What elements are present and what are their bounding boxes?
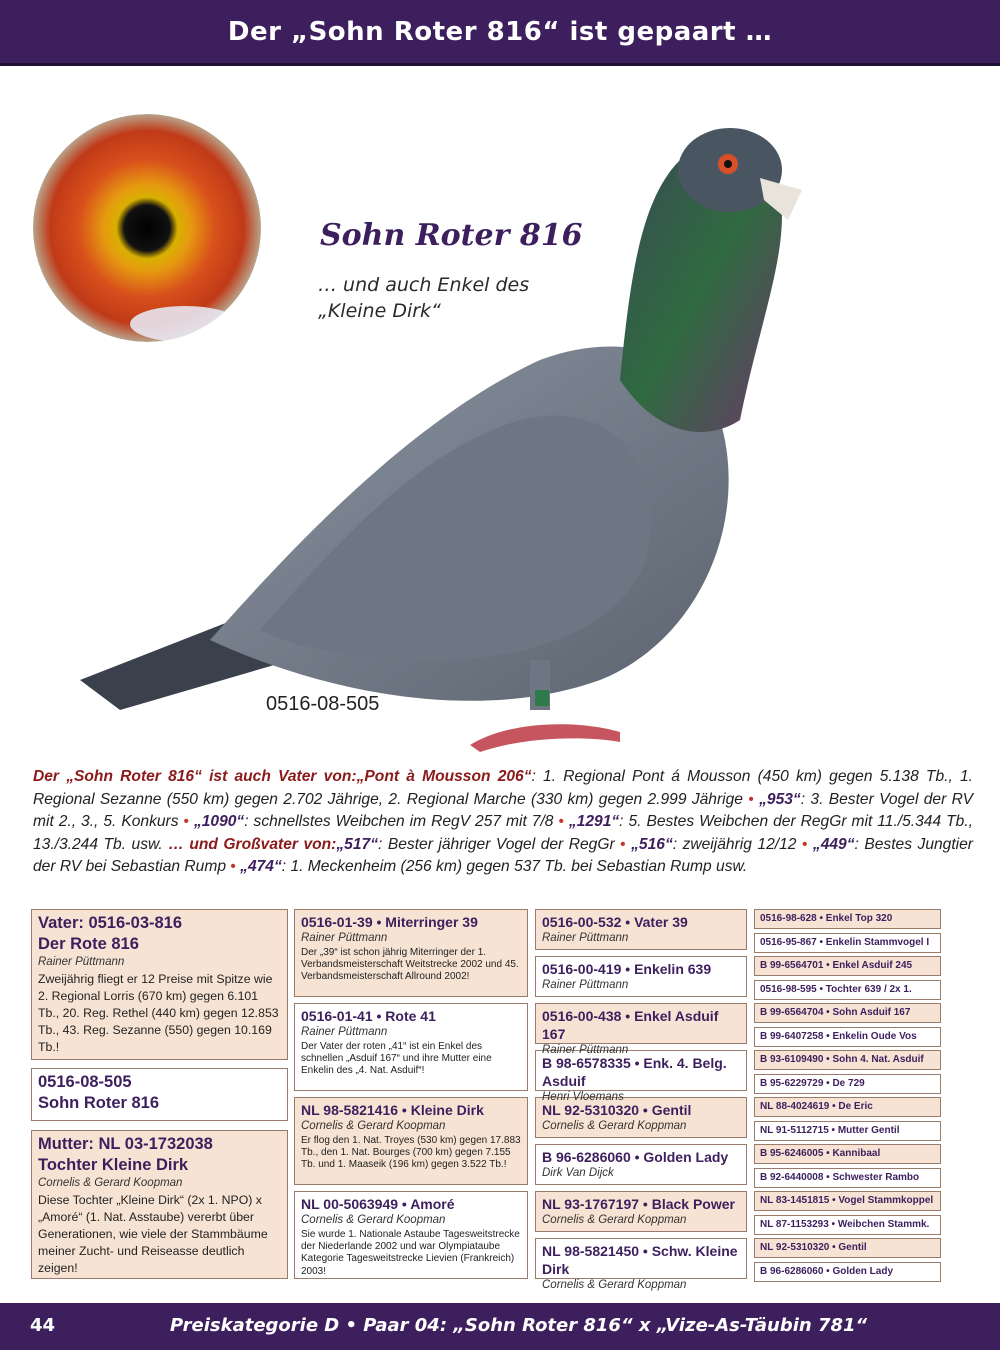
desc-text-3: : schnellstes Weibchen im RegV 257 mit 7/8 — [244, 813, 559, 831]
father-owner: Rainer Püttmann — [38, 956, 125, 968]
pedigree-father-box — [31, 909, 288, 1060]
offspring-description — [33, 766, 973, 879]
grandparent-owner: Cornelis & Gerard Koopman — [301, 1214, 446, 1226]
self-name: Sohn Roter 816 — [38, 1094, 160, 1112]
mother-name: Tochter Kleine Dirk — [38, 1156, 189, 1174]
great-grandparent-title: 0516-00-532 • Vater 39 — [542, 914, 688, 930]
pedigree-column-parents — [31, 909, 288, 1279]
great-grandparent-owner: Henri Vloemans — [542, 1091, 624, 1103]
page-title: Der „Sohn Roter 816“ ist gepaart … — [227, 16, 773, 47]
great-grandparent-title: B 98-6578335 • Enk. 4. Belg. Asduif — [542, 1055, 727, 1089]
grandparent-description: Er flog den 1. Nat. Troyes (530 km) gegen 17.883 Tb., den 1. Nat. Bourges (700 km) gegen 7.155 Tb. und 1. Maaseik (196 km) gegen 3.522 Tb.! — [301, 1135, 521, 1171]
great-grandparent-title: B 96-6286060 • Golden Lady — [542, 1149, 729, 1165]
father-name: Der Rote 816 — [38, 935, 139, 953]
great-great-grandparent-item: NL 87-1153293 • Weibchen Stammk. — [754, 1215, 941, 1235]
pedigree-mother-box — [31, 1130, 288, 1279]
great-grandparent-title: 0516-00-438 • Enkel Asduif 167 — [542, 1008, 719, 1042]
great-great-grandparent-item: NL 92-5310320 • Gentil — [754, 1238, 941, 1258]
grandparent-title: 0516-01-41 • Rote 41 — [301, 1008, 436, 1024]
great-great-grandparent-item: NL 91-5112715 • Mutter Gentil — [754, 1121, 941, 1141]
great-great-grandparent-item: B 95-6229729 • De 729 — [754, 1074, 941, 1094]
great-grandparent-box — [535, 1003, 747, 1056]
pigeon-image — [60, 120, 820, 760]
grandparent-title: NL 00-5063949 • Amoré — [301, 1196, 455, 1212]
pedigree-column-grandparents — [294, 909, 528, 1279]
pedigree-self-box — [31, 1068, 288, 1121]
mother-owner: Cornelis & Gerard Koopman — [38, 1177, 183, 1189]
grandparent-box — [294, 1003, 528, 1091]
great-grandparent-box — [535, 1238, 747, 1291]
desc-name-6: „516“ — [631, 835, 673, 853]
desc-name-7: „449“ — [812, 835, 855, 853]
great-great-grandparent-item: B 99-6564704 • Sohn Asduif 167 — [754, 1003, 941, 1023]
father-description: Zweijährig fliegt er 12 Preise mit Spitze wie 2. Regional Lorris (670 km) gegen 6.101 Tb., 20. Reg. Rethel (440 km) gegen 12.853 Tb., 43. Reg. Sezanne (550) gegen 10.169 Tb.! — [38, 972, 279, 1054]
great-grandparent-title: NL 98-5821450 • Schw. Kleine Dirk — [542, 1243, 738, 1277]
desc-name-8: „474“ — [240, 858, 282, 876]
pedigree-column-great-grandparents — [535, 909, 747, 1291]
great-grandparent-owner: Cornelis & Gerard Koppman — [542, 1279, 687, 1291]
great-grandparent-owner: Dirk Van Dijck — [542, 1167, 614, 1179]
grandparent-box — [294, 1191, 528, 1279]
great-grandparent-owner: Cornelis & Gerard Koppman — [542, 1214, 687, 1226]
desc-heading-father: Der „Sohn Roter 816“ ist auch Vater von: — [33, 768, 357, 785]
mother-description: Diese Tochter „Kleine Dirk“ (2x 1. NPO) x „Amoré“ (1. Nat. Asstaube) vererbt über Generationen, wie viele der Stammbäume meiner Zucht- und Reiseasse deutlich zeigen! — [38, 1193, 268, 1275]
great-grandparent-owner: Cornelis & Gerard Koppman — [542, 1120, 687, 1132]
desc-separator: • — [801, 835, 808, 853]
grandparent-title: NL 98-5821416 • Kleine Dirk — [301, 1102, 484, 1118]
great-great-grandparent-item: B 95-6246005 • Kannibaal — [754, 1144, 941, 1164]
great-great-grandparent-item: NL 83-1451815 • Vogel Stammkoppel — [754, 1191, 941, 1211]
great-great-grandparent-item: B 96-6286060 • Golden Lady — [754, 1262, 941, 1282]
grandparent-box — [294, 909, 528, 997]
grandparent-owner: Cornelis & Gerard Koopman — [301, 1120, 446, 1132]
great-grandparent-owner: Rainer Püttmann — [542, 979, 629, 991]
desc-heading-grandfather: … und Großvater von: — [168, 835, 337, 853]
great-grandparent-title: NL 92-5310320 • Gentil — [542, 1102, 692, 1118]
header-bar — [0, 0, 1000, 66]
great-grandparent-box — [535, 1144, 747, 1185]
great-grandparent-title: NL 93-1767197 • Black Power — [542, 1196, 735, 1212]
hero-subtitle-line1: … und auch Enkel des — [318, 274, 530, 296]
desc-text-2: : 3. Bester Vogel der RV mit 2., 3., 5. Konkurs — [33, 790, 973, 831]
great-grandparent-box — [535, 1097, 747, 1138]
desc-name-5: „517“ — [336, 835, 378, 853]
grandparent-description: Sie wurde 1. Nationale Astaube Tagesweitstrecke der Niederlande 2002 und war Olympiataube Kategorie Tagesweitstrecke Lievien (Frankreich) 2003! — [301, 1229, 520, 1277]
grandparent-owner: Rainer Püttmann — [301, 932, 388, 944]
page-number: 44 — [30, 1315, 56, 1336]
ring-number: 0516-08-505 — [266, 693, 380, 715]
desc-text-4: : 5. Bestes Weibchen der RegGr mit 11./5.344 Tb., 13./3.244 Tb. usw. — [33, 813, 973, 853]
mother-ring: Mutter: NL 03-1732038 — [38, 1135, 213, 1153]
great-grandparent-owner: Rainer Püttmann — [542, 932, 629, 944]
pedigree-column-great-great-grandparents — [754, 909, 941, 1285]
great-great-grandparent-item: B 92-6440008 • Schwester Rambo — [754, 1168, 941, 1188]
great-grandparent-owner: Rainer Püttmann — [542, 1044, 629, 1056]
desc-text-5: : Bester jähriger Vogel der RegGr — [378, 835, 621, 853]
grandparent-description: Der „39“ ist schon jährig Miterringer der 1. Verbandsmeisterschaft Weitstrecke 2002 und 45. Verbandsmeisterschaft Allround 2002! — [301, 947, 519, 983]
great-grandparent-title: 0516-00-419 • Enkelin 639 — [542, 961, 712, 977]
great-grandparent-box — [535, 909, 747, 950]
desc-text-8: : 1. Meckenheim (256 km) gegen 537 Tb. bei Sebastian Rump usw. — [281, 858, 748, 876]
desc-name-2: „953“ — [759, 790, 801, 808]
great-great-grandparent-item: B 93-6109490 • Sohn 4. Nat. Asduif — [754, 1050, 941, 1070]
grandparent-title: 0516-01-39 • Miterringer 39 — [301, 914, 478, 930]
hero-subtitle — [318, 272, 578, 324]
desc-name-3: „1090“ — [193, 813, 245, 831]
self-ring: 0516-08-505 — [38, 1073, 132, 1091]
desc-separator: • — [558, 813, 564, 831]
great-great-grandparent-item: 0516-98-628 • Enkel Top 320 — [754, 909, 941, 929]
grandparent-owner: Rainer Püttmann — [301, 1026, 388, 1038]
hero-subtitle-line2: „Kleine Dirk“ — [318, 300, 441, 322]
great-great-grandparent-item: 0516-95-867 • Enkelin Stammvogel I — [754, 933, 941, 953]
desc-separator: • — [230, 858, 236, 876]
father-ring: Vater: 0516-03-816 — [38, 914, 183, 932]
footer-category: Preiskategorie D • Paar 04: „Sohn Roter 816“ x „Vize-As-Täubin 781“ — [170, 1315, 868, 1336]
great-grandparent-box — [535, 956, 747, 997]
desc-text-6: : zweijährig 12/12 — [672, 835, 802, 853]
desc-separator: • — [620, 835, 626, 853]
great-great-grandparent-item: 0516-98-595 • Tochter 639 / 2x 1. — [754, 980, 941, 1000]
desc-text-7: : Bestes Jungtier der RV bei Sebastian Rump — [33, 835, 974, 876]
desc-separator: • — [183, 813, 189, 831]
great-great-grandparent-item: B 99-6407258 • Enkelin Oude Vos — [754, 1027, 941, 1047]
footer-bar — [0, 1303, 1000, 1350]
great-great-grandparent-item: NL 88-4024619 • De Eric — [754, 1097, 941, 1117]
desc-separator: • — [748, 790, 754, 808]
desc-text-1: : 1. Regional Pont á Mousson (450 km) gegen 5.138 Tb., 1. Regional Sezanne (550 km) gegen 2.702 Jährige, 2. Regional Marche (330 km) gegen 2.999 Jährige — [33, 768, 973, 808]
grandparent-description: Der Vater der roten „41“ ist ein Enkel des schnellen „Asduif 167“ und ihre Mutter eine Enkelin des „4. Nat. Asduif“! — [301, 1041, 492, 1077]
grandparent-box — [294, 1097, 528, 1185]
desc-name-4: „1291“ — [568, 813, 620, 831]
desc-name-1: „Pont à Mousson 206“ — [356, 768, 532, 785]
hero-title: Sohn Roter 816 — [320, 218, 583, 253]
great-grandparent-box — [535, 1050, 747, 1103]
great-grandparent-box — [535, 1191, 747, 1232]
great-great-grandparent-item: B 99-6564701 • Enkel Asduif 245 — [754, 956, 941, 976]
